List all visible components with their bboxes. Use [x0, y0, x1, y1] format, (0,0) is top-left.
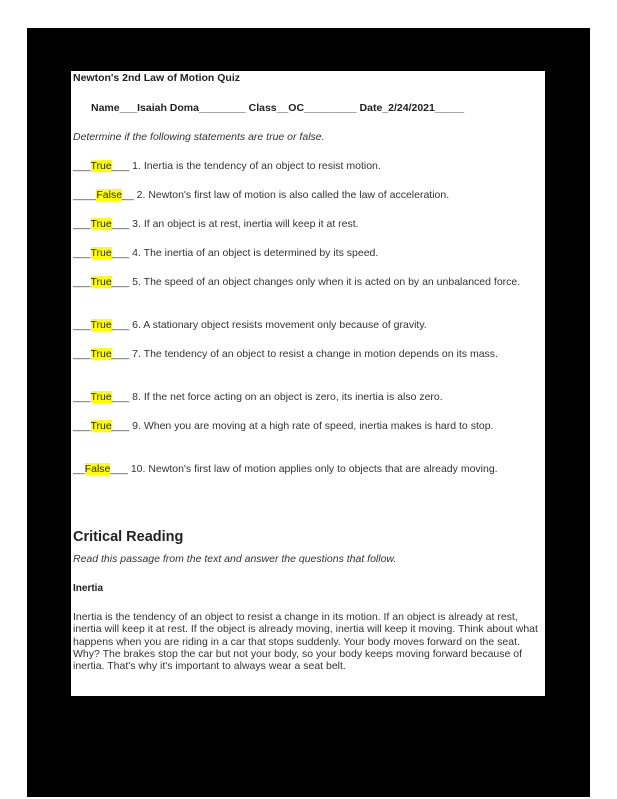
question-item: ___True___ 3. If an object is at rest, inertia will keep it at rest. [73, 218, 359, 230]
question-item: ___True___ 8. If the net force acting on an object is zero, its inertia is also zero. [73, 391, 443, 403]
answer-highlight: False [96, 189, 123, 201]
question-item: ___True___ 4. The inertia of an object is determined by its speed. [73, 247, 379, 259]
question-item: ____False__ 2. Newton's first law of motion is also called the law of acceleration. [73, 189, 450, 201]
passage-text: Inertia is the tendency of an object to resist a change in its motion. If an object is already at rest, inertia will keep it at rest. If the object is already moving, inertia will keep it moving. Think about what happens when you are riding in a car that stops suddenly. Your body moves forward on the seat. Why? The brakes stop the car but not your body, so your body keeps moving forward because of inertia. That's why it's important to always wear a seat belt. [73, 611, 538, 673]
answer-highlight: True [90, 391, 112, 403]
question-item: ___True___ 5. The speed of an object changes only when it is acted on by an unbalanced force. [73, 276, 521, 288]
answer-highlight: True [90, 160, 112, 172]
question-item: ___True___ 9. When you are moving at a high rate of speed, inertia makes is hard to stop. [73, 420, 494, 432]
answer-highlight: False [84, 463, 111, 475]
question-item: __False___ 10. Newton's first law of motion applies only to objects that are already moving. [73, 463, 498, 475]
answer-highlight: True [90, 247, 112, 259]
answer-highlight: True [90, 218, 112, 230]
answer-highlight: True [90, 319, 112, 331]
question-item: ___True___ 1. Inertia is the tendency of an object to resist motion. [73, 160, 381, 172]
question-item: ___True___ 6. A stationary object resists movement only because of gravity. [73, 319, 427, 331]
document-page [71, 71, 545, 696]
student-info-line: Name___Isaiah Doma________ Class__OC_________ Date_2/24/2021_____ [91, 102, 465, 114]
answer-highlight: True [90, 276, 112, 288]
instructions: Determine if the following statements are true or false. [73, 131, 325, 143]
answer-highlight: True [90, 348, 112, 360]
answer-highlight: True [90, 420, 112, 432]
critical-reading-instructions: Read this passage from the text and answer the questions that follow. [73, 553, 397, 565]
passage-title: Inertia [73, 583, 104, 594]
question-item: ___True___ 7. The tendency of an object to resist a change in motion depends on its mass. [73, 348, 498, 360]
critical-reading-heading: Critical Reading [73, 529, 184, 545]
quiz-title: Newton's 2nd Law of Motion Quiz [73, 72, 240, 84]
